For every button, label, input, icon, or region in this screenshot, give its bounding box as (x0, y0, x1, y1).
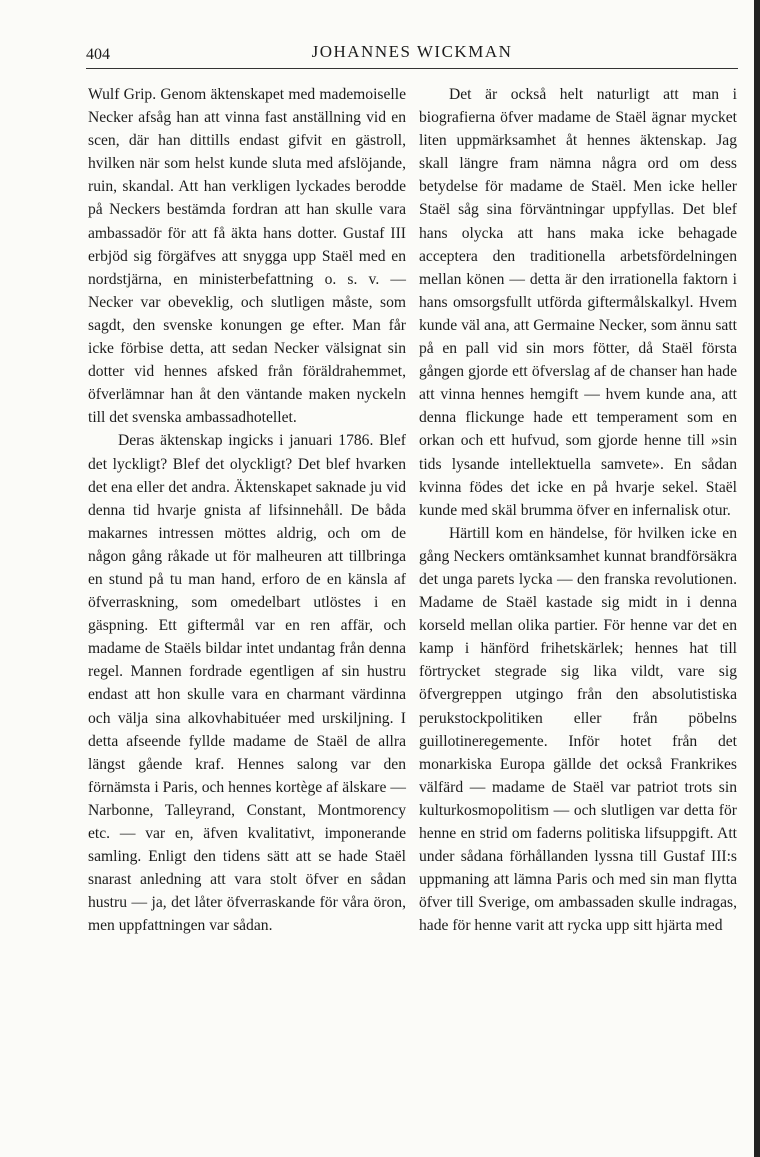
paragraph: Det är också helt naturligt att man i biografierna öfver madame de Staël ägnar mycket liten uppmärksamhet åt hennes äktenskap. Jag skall längre fram nämna några ord om dess betydelse för madame de Staël. Men icke heller Staël såg sina förväntningar uppfyllas. Det blef hans olycka att hans maka icke behagade acceptera den traditionella arbetsfördelningen mellan könen — detta är den irrationella faktorn i hans omsorgsfullt utförda giftermålskalkyl. Hvem kunde väl ana, att Germaine Necker, som ännu satt på en pall vid sin mors fötter, då Staël första gången gjorde ett öfverslag af de chanser han hade att vinna hennes hemgift — hvem kunde ana, att denna flickunge hade ett temperament som en orkan och ett hufvud, som gjorde henne till »sin tids lysande intellektuella samvete». En sådan kvinna födes det icke en på hvarje sekel. Staël kunde med skäl brumma öfver en infernalisk otur. (419, 86, 737, 519)
header-rule (86, 68, 738, 69)
page-number: 404 (86, 46, 110, 63)
paragraph: Wulf Grip. Genom äktenskapet med mademoiselle Necker afsåg han att vinna fast anställning vid en scen, där han dittills endast gifvit en gästroll, hvilken när som helst kunde sluta med afslöjande, ruin, skandal. Att han verkligen lyckades berodde på Neckers bestämda fordran att han skulle vara ambassadör för att få äkta hans dotter. Gustaf III erbjöd sig förgäfves att snygga upp Staël med en nordstjärna, en ministerbefattning o. s. v. — Necker var obeveklig, och slutligen måste, som sagdt, den svenske konungen ge efter. Man får icke förbise detta, att sedan Necker välsignat sin dotter vid hennes afsked från föräldrahemmet, öfverlämnar han åt den väntande maken nyckeln till det svenska ambassadhotellet. (88, 86, 406, 427)
page-edge (754, 0, 760, 1157)
paragraph: Härtill kom en händelse, för hvilken icke en gång Neckers omtänksamhet kunnat brandförsäkra det unga parets lycka — den franska revolutionen. Madame de Staël kastade sig midt in i denna korseld mellan olika partier. För henne var det en kamp i hänförd frihetskärlek; hennes hat till förtrycket stegrade sig lika vildt, vare sig öfvergreppen utgingo från den absolutistiska perukstockpolitiken eller från pöbelns guillotineregemente. Inför hotet från det monarkiska Europa gällde det också Frankrikes välfärd — madame de Staël var patriot trots sin kulturkosmopolitism — och slutligen var detta för henne en strid om faderns politiska lifsuppgift. Att under sådana förhållanden lyssna till Gustaf III:s uppmaning att lämna Paris och med sin man flytta öfver till Sverige, om ambassaden skulle indragas, hade för henne varit att rycka upp sitt hjärta med (419, 524, 737, 935)
paragraph: Deras äktenskap ingicks i januari 1786. Blef det lyckligt? Blef det olyckligt? Det blef hvarken det ena eller det andra. Äktenskapet saknade ju vid denna tid hvarje gnista af lifsinnehåll. De båda makarnes intressen möttes aldrig, och om de någon gång råkade ut för malheuren att tillbringa en stund på tu man hand, erforo de en känsla af öfverraskning, som omedelbart utlöstes i en gäspning. Ett giftermål var en ren affär, och madame de Staëls bildar intet undantag från denna regel. Mannen fordrade egentligen af sin hustru endast att hon skulle vara en charmant värdinna och välja sina alkovhabituéer med urskiljning. I detta afseende fyllde madame de Staël de allra längst gående kraf. Hennes salong var den förnämsta i Paris, och hennes kortège af älskare — Narbonne, Talleyrand, Constant, Montmorency etc. — var en, äfven kvalitativt, imponerande samling. Enligt den tidens sätt att se hade Staël snarast anledning att vara stolt öfver en sådan hustru — ja, det låter öfverraskande för våra öron, men uppfattningen var sådan. (88, 432, 406, 935)
running-head: JOHANNES WICKMAN (311, 42, 513, 61)
left-column (88, 83, 406, 937)
page-header (86, 40, 738, 66)
right-column (419, 83, 737, 937)
